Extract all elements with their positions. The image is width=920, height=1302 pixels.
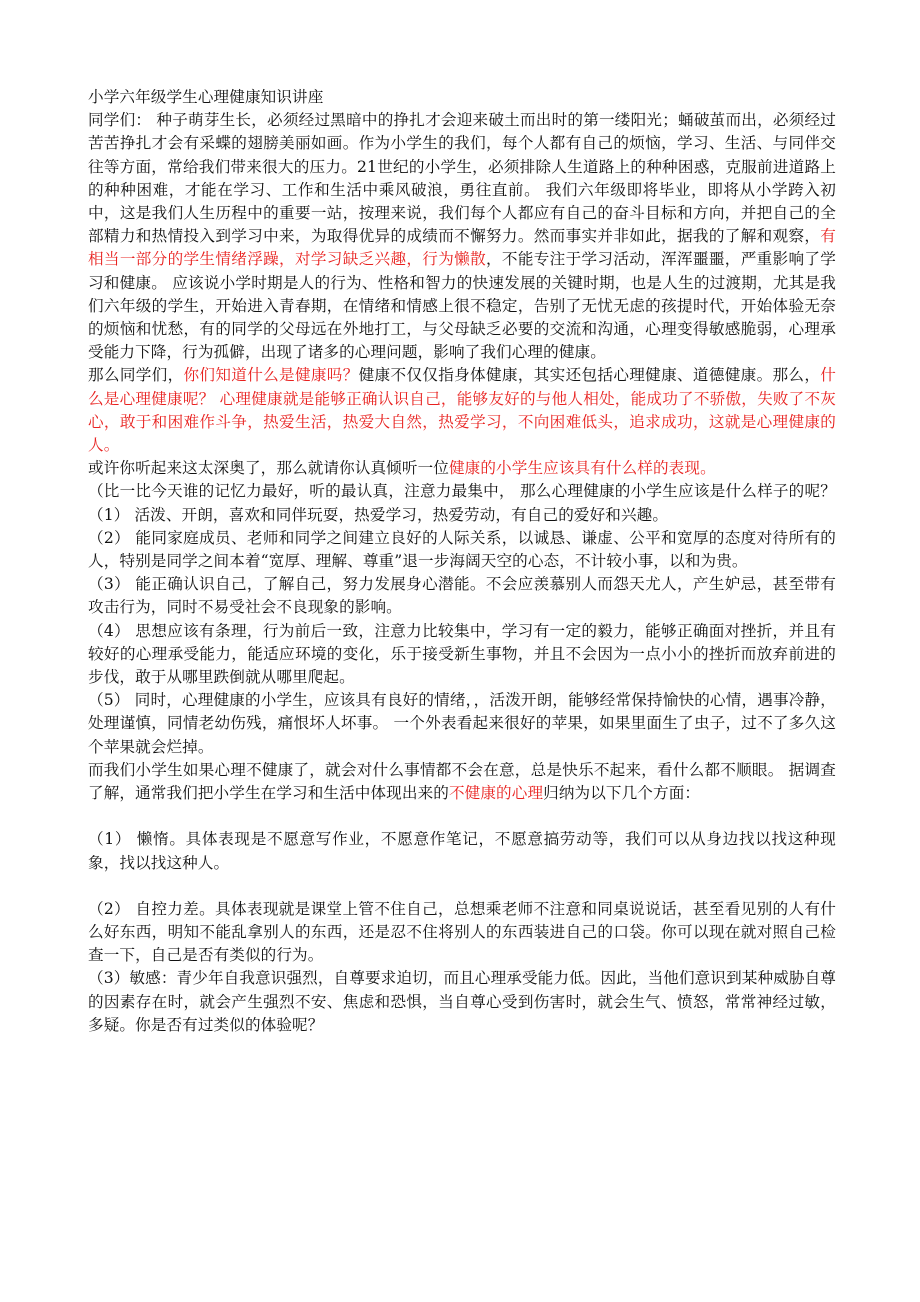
paragraph-point-3: （3） 能正确认识自己，了解自己，努力发展身心潜能。不会应羡慕别人而怨天尤人，产生妒忌，甚至带有攻击行为，同时不易受社会不良现象的影响。	[88, 575, 836, 617]
paragraph-unhealthy-3: （3）敏感：青少年自我意识强烈，自尊要求迫切，而且心理承受能力低。因此，当他们意识到某种威胁自尊的因素存在时，就会产生强烈不安、焦虑和恐惧，当自尊心受到伤害时，就会生气、愤怒，常常神经过敏，多疑。你是否有过类似的体验呢？	[88, 969, 836, 1034]
paragraph-unhealthy-1: （1） 懒惰。具体表现是不愿意写作业，不愿意作笔记，不愿意搞劳动等，我们可以从身边找以找这种现象，找以找这种人。	[88, 830, 836, 872]
paragraph-intro	[88, 109, 836, 364]
highlighted-text: 什么是心理健康呢？ 心理健康就是能够正确认识自己，能够友好的与他人相处，能成功了不骄傲，失败了不灰心，敢于和困难作斗争，热爱生活，热爱大自然，热爱学习，不向困难低头，追求成功，这就是心理健康的人。	[88, 366, 836, 455]
paragraph-point-4: （4） 思想应该有条理，行为前后一致，注意力比较集中，学习有一定的毅力，能够正确面对挫折，并且有较好的心理承受能力，能适应环境的变化，乐于接受新生事物，并且不会因为一点小小的挫折而放弃前进的步伐，敢于从哪里跌倒就从哪里爬起。	[88, 621, 836, 687]
paragraph-transition	[88, 457, 836, 480]
paragraph-point-1: （比一比今天谁的记忆力最好，听的最认真，注意力最集中， 那么心理健康的小学生应该是什么样子的呢？ （1） 活泼、开朗，喜欢和同伴玩耍，热爱学习，热爱劳动，有自己的爱好和兴趣。	[88, 482, 836, 524]
highlighted-text: 不健康的心理	[448, 784, 544, 803]
document-body	[88, 86, 836, 1037]
text-run: ，不能专注于学习活动，浑浑噩噩，严重影响了学习和健康。 应该说小学时期是人的行为、性格和智力的快速发展的关键时期，也是人生的过渡期，尤其是我们六年级的学生，开始进入青春期，在情绪和情感上很不稳定，告别了无忧无虑的孩提时代，开始体验无奈的烦恼和忧愁，有的同学的父母远在外地打工，与父母缺乏必要的交流和沟通，心理变得敏感脆弱，心理承受能力下降，行为孤僻，出现了诸多的心理问题，影响了我们心理的健康。	[88, 250, 836, 362]
blank-line	[88, 875, 836, 898]
text-run: 同学们： 种子萌芽生长，必须经过黑暗中的挣扎才会迎来破土而出时的第一缕阳光；蛹破茧而出，必须经过苦苦挣扎才会有采蝶的翅膀美丽如画。作为小学生的我们，每个人都有自己的烦恼，学习、生活、与同伴交往等方面，常给我们带来很大的压力。21世纪的小学生，必须排除人生道路上的种种困惑，克服前进道路上的种种困难，才能在学习、工作和生活中乘风破浪，勇往直前。 我们六年级即将毕业，即将从小学跨入初中，这是我们人生历程中的重要一站，按理来说，我们每个人都应有自己的奋斗目标和方向，并把自己的全部精力和热情投入到学习中来，为取得优异的成绩而不懈努力。然而事实并非如此，据我的了解和观察，	[88, 111, 836, 246]
highlighted-text: 你们知道什么是健康吗？	[183, 366, 359, 385]
text-run: 或许你听起来这太深奥了，那么就请你认真倾听一位	[88, 459, 449, 478]
paragraph-unhealthy-2: （2） 自控力差。具体表现就是课堂上管不住自己，总想乘老师不注意和同桌说说话，甚至看见别的人有什么好东西，明知不能乱拿别人的东西，还是忍不住将别人的东西装进自己的口袋。你可以现在就对照自己检查一下，自己是否有类似的行为。	[88, 899, 836, 965]
blank-line	[88, 805, 836, 828]
highlighted-text: 有相当一部分的学生情绪浮躁，对学习缺乏兴趣，行为懒散	[88, 227, 836, 269]
text-run: 而我们小学生如果心理不健康了，就会对什么事情都不会在意，总是快乐不起来，看什么都不顺眼。 据调查了解，通常我们把小学生在学习和生活中体现出来的	[88, 760, 836, 803]
text-run: 归纳为以下几个方面：	[543, 784, 701, 803]
paragraph-point-2: （2） 能同家庭成员、老师和同学之间建立良好的人际关系，以诚恳、谦虚、公平和宽厚的态度对待所有的人，特别是同学之间本着“宽厚、理解、尊重”退一步海阔天空的心态，不计较小事，以和为贵。	[88, 528, 836, 571]
paragraph-point-5: （5） 同时，心理健康的小学生，应该具有良好的情绪，，活泼开朗，能够经常保持愉快的心情，遇事冷静，处理谨慎，同情老幼伤残，痛恨坏人坏事。 一个外表看起来很好的苹果，如果里面生了虫子，过不了多久这个苹果就会烂掉。	[88, 691, 836, 756]
highlighted-text: 健康的小学生应该具有什么样的表现。	[448, 459, 716, 478]
text-run: 那么同学们，	[88, 366, 184, 385]
text-run: 健康不仅仅指身体健康，其实还包括心理健康、道德健康。那么，	[358, 366, 821, 385]
paragraph-unhealthy-intro	[88, 759, 836, 805]
paragraph-definition	[88, 364, 836, 457]
document-title: 小学六年级学生心理健康知识讲座	[88, 88, 324, 106]
